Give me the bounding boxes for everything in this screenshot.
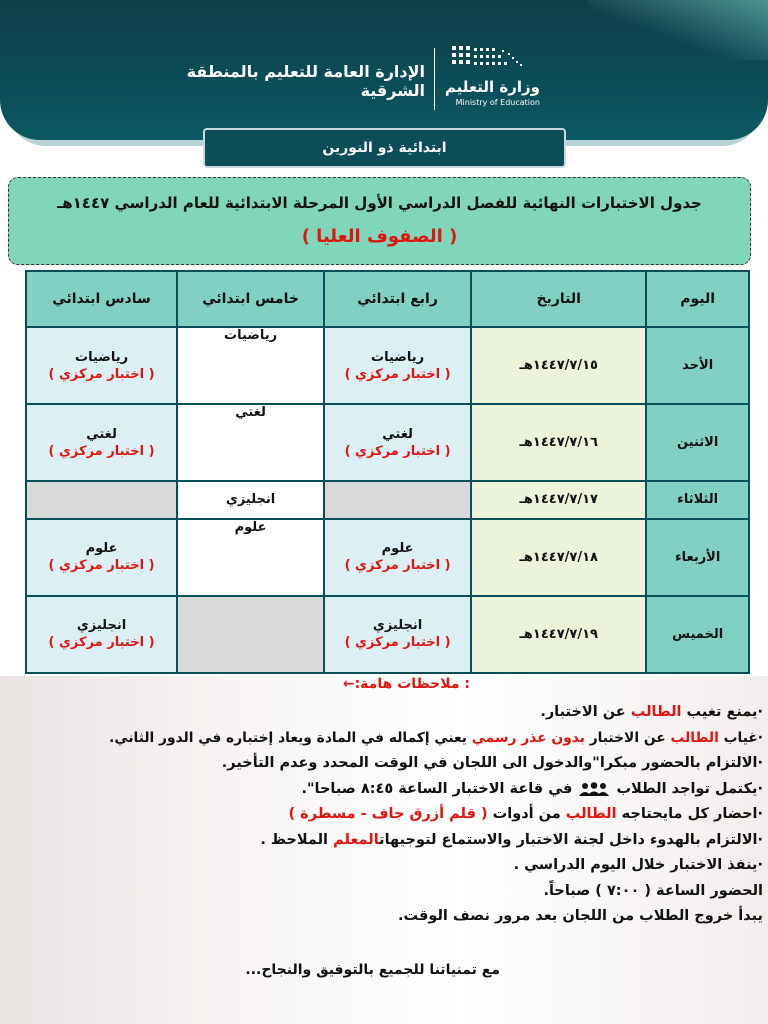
exam-schedule-table [25, 270, 750, 674]
schedule-title-box [8, 177, 751, 265]
subject: لغتي [382, 426, 413, 442]
header-grade6: سادس ابتدائي [27, 272, 176, 326]
list-item: • الحضور الساعة ( ٧:٠٠ ) صباحاً. [8, 879, 763, 905]
subject: علوم [234, 519, 267, 535]
subject: انجليزي [225, 492, 276, 508]
closing-message: مع تمنياتنا للجميع بالتوفيق والنجاح... [245, 962, 500, 978]
table-row [27, 405, 748, 480]
central-exam-note: ( اختبار مركزي ) [344, 443, 451, 459]
table-header-row [27, 272, 748, 326]
date-cell: ١٤٤٧/٧/١٩هـ [472, 597, 645, 672]
day-cell: الأربعاء [647, 520, 748, 595]
grade6-cell-empty [27, 482, 176, 517]
grade5-cell [178, 328, 323, 403]
grade5-cell-empty [178, 597, 323, 672]
central-exam-note: ( اختبار مركزي ) [48, 366, 155, 382]
grade4-cell-empty [325, 482, 470, 517]
central-exam-note: ( اختبار مركزي ) [48, 635, 155, 651]
schedule-title: جدول الاختبارات النهائية للفصل الدراسي الأول المرحلة الابتدائية للعام الدراسي ١٤٤٧هـ [57, 194, 702, 212]
list-item: • ·غياب الطالب عن الاختبار بدون عذر رسمي يعني إكماله في المادة ويعاد إختباره في الدور الثاني. [8, 726, 763, 752]
header-band [0, 0, 768, 140]
subject: علوم [381, 541, 414, 557]
date-cell: ١٤٤٧/٧/١٧هـ [472, 482, 645, 517]
day-cell: الاثنين [647, 405, 748, 480]
list-item: • ·الالتزام بالهدوء داخل لجنة الاختبار والاستماع لتوجيهاتالمعلم الملاحظ . [8, 828, 763, 854]
subject: انجليزي [372, 618, 423, 634]
ministry-name-english: Ministry of Education [455, 98, 540, 107]
date-cell: ١٤٤٧/٧/١٦هـ [472, 405, 645, 480]
table-row [27, 597, 748, 672]
table-row [27, 520, 748, 595]
date-cell: ١٤٤٧/٧/١٥هـ [472, 328, 645, 403]
grade4-cell [325, 597, 470, 672]
central-exam-note: ( اختبار مركزي ) [48, 443, 155, 459]
header-date: التاريخ [472, 272, 645, 326]
notes-title: : ملاحظات هامة:← [342, 676, 470, 692]
grade4-cell [325, 405, 470, 480]
list-item: • ·يمنع تغيب الطالب عن الاختبار. [8, 700, 763, 726]
students-icon [577, 782, 611, 796]
schedule-subtitle: ( الصفوف العليا ) [301, 226, 458, 247]
list-item: • ·يكتمل تواجد الطلاب في قاعة الاختبار الساعة ٨:٤٥ صباحا". [8, 777, 763, 803]
list-item: • يبدأ خروج الطلاب من اللجان بعد مرور نصف الوقت. [8, 904, 763, 930]
date-cell: ١٤٤٧/٧/١٨هـ [472, 520, 645, 595]
subject: لغتي [235, 405, 266, 421]
grade5-cell [178, 405, 323, 480]
subject: رياضيات [75, 349, 129, 365]
subject: انجليزي [76, 618, 127, 634]
central-exam-note: ( اختبار مركزي ) [344, 558, 451, 574]
header-light-streak [588, 0, 768, 60]
list-item: • ·الالتزام بالحضور مبكرا"والدخول الى اللجان في الوقت المحدد وعدم التأخير. [8, 751, 763, 777]
grade4-cell [325, 520, 470, 595]
grade5-cell [178, 520, 323, 595]
admin-title: الإدارة العامة للتعليم بالمنطقة الشرقية [186, 62, 425, 100]
notes-list [8, 700, 768, 930]
header-grade5: خامس ابتدائي [178, 272, 323, 326]
header-grade4: رابع ابتدائي [325, 272, 470, 326]
central-exam-note: ( اختبار مركزي ) [344, 635, 451, 651]
grade6-cell [27, 597, 176, 672]
list-item: • ·ينفذ الاختبار خلال اليوم الدراسي . [8, 853, 763, 879]
central-exam-note: ( اختبار مركزي ) [48, 558, 155, 574]
ministry-name-arabic: وزارة التعليم [444, 78, 540, 96]
day-cell: الخميس [647, 597, 748, 672]
school-name: ابتدائية ذو النورين [203, 128, 566, 168]
day-cell: الأحد [647, 328, 748, 403]
grade6-cell [27, 520, 176, 595]
table-row [27, 328, 748, 403]
day-cell: الثلاثاء [647, 482, 748, 517]
central-exam-note: ( اختبار مركزي ) [344, 366, 451, 382]
subject: رياضيات [371, 349, 425, 365]
grade5-cell [178, 482, 323, 517]
logo-divider [434, 48, 435, 110]
grade4-cell [325, 328, 470, 403]
list-item: • ·احضار كل مايحتاجه الطالب من أدوات ( قلم أزرق جاف - مسطرة ) [8, 802, 763, 828]
header-day: اليوم [647, 272, 748, 326]
subject: رياضيات [224, 328, 278, 343]
grade6-cell [27, 405, 176, 480]
subject: لغتي [86, 426, 117, 442]
table-row [27, 482, 748, 517]
grade6-cell [27, 328, 176, 403]
subject: علوم [85, 541, 118, 557]
